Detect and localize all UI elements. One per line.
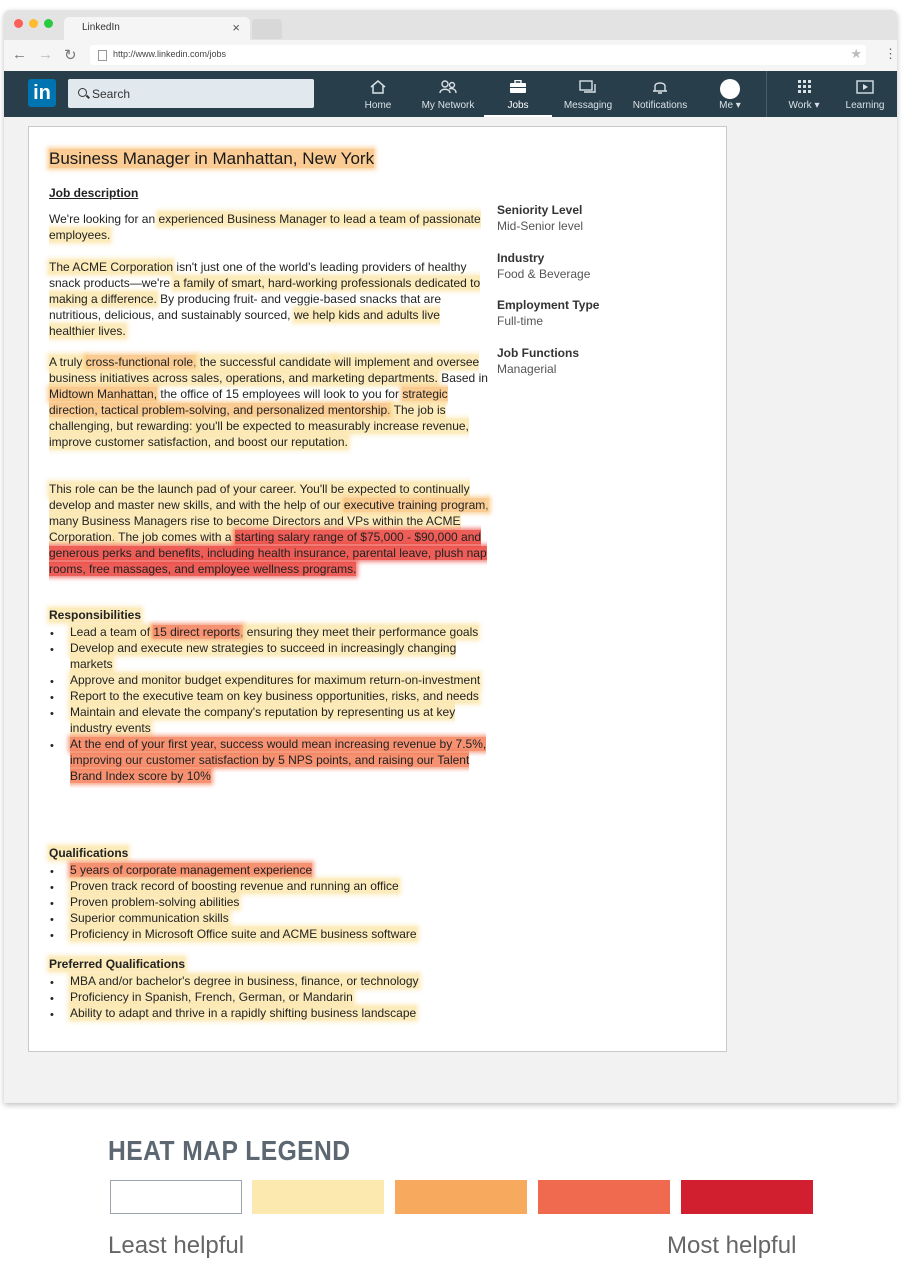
list-item (49, 672, 489, 688)
highlight-span: starting salary range of $75,000 - $90,000 and generous perks and benefits, including health insurance, parental leave, plush nap rooms, free massages, and employee wellness programs. (49, 530, 487, 576)
highlight-span: executive training program, (343, 498, 489, 512)
side-label: Seniority Level (497, 203, 583, 217)
nav-label-notifications: Notifications (632, 100, 688, 111)
search-icon (78, 88, 87, 97)
side-value: Managerial (497, 362, 557, 376)
text-span: We're looking for an (49, 212, 159, 226)
list-item (49, 989, 489, 1005)
qualifications-heading (49, 846, 128, 860)
legend-swatch-5 (681, 1180, 813, 1214)
page-icon (98, 50, 107, 61)
nav-label-work: Work ▾ (788, 100, 820, 111)
text-span: Report to the executive team on key business opportunities, risks, and needs (70, 689, 479, 703)
qualifications-list (49, 862, 489, 942)
text-span: Approve and monitor budget expenditures for maximum return-on-investment (70, 673, 481, 687)
browser-menu-icon[interactable]: ⋮ (884, 46, 897, 61)
url-text: http://www.linkedin.com/jobs (113, 49, 227, 59)
text-span: the successful candidate (196, 355, 335, 369)
text-span: MBA and/or bachelor's degree in business, finance, or technology (70, 974, 419, 988)
preferred-qualifications-list (49, 973, 489, 1021)
nav-notifications[interactable] (624, 71, 696, 117)
highlight-span: a family of smart, hard-working professionals dedicated to making a difference. (49, 276, 481, 306)
paragraph-company (49, 259, 489, 339)
nav-label-home: Home (364, 100, 392, 111)
list-item (49, 878, 489, 894)
industry-block (497, 250, 590, 282)
text-span: isn't just one of the world's leading providers of healthy snack products—we're (49, 260, 467, 290)
maximize-window-button[interactable] (44, 19, 53, 28)
nav-my-network[interactable] (415, 71, 481, 117)
list-item (49, 640, 489, 672)
side-value: Full-time (497, 314, 544, 328)
highlight-span: Midtown Manhattan, (49, 387, 158, 401)
bell-icon (651, 80, 669, 94)
text-span: Superior communication skills (70, 911, 229, 925)
reload-icon[interactable]: ↻ (64, 47, 77, 64)
list-item (49, 862, 489, 878)
text-span: The job is challenging, but rewarding: (49, 403, 446, 433)
search-input[interactable] (68, 79, 314, 108)
tab-title: LinkedIn (82, 22, 120, 33)
text-span: By producing fruit- and veggie-based snacks that are nutritious, delicious, and sustainably sourced, (49, 292, 442, 322)
nav-jobs[interactable] (484, 71, 552, 117)
grid-icon (795, 80, 813, 94)
avatar (720, 79, 740, 99)
employment-type-block (497, 297, 599, 329)
job-title (49, 149, 374, 169)
highlight-span: you'll be expected to measurably increase revenue, improve customer satisfaction, and boost our reputation. (49, 419, 469, 449)
nav-label-my-network: My Network (421, 100, 475, 111)
play-icon (856, 80, 874, 94)
side-label: Employment Type (497, 298, 600, 312)
home-icon (369, 80, 387, 94)
text-span: Proven problem-solving abilities (70, 895, 240, 909)
address-bar (4, 40, 897, 72)
list-item (49, 704, 489, 736)
highlight-span: many Business Managers rise to become Directors and VPs within the ACME Corporation. (49, 514, 461, 544)
preferred-qualifications-heading (49, 957, 185, 971)
paragraph-career (49, 481, 489, 577)
text-span: Proven track record of boosting revenue and running an office (70, 879, 399, 893)
legend-swatch-3 (395, 1180, 527, 1214)
job-description-heading: Job description (49, 186, 139, 200)
side-value: Food & Beverage (497, 267, 591, 281)
nav-label-me: Me ▾ (719, 100, 741, 111)
side-value: Mid-Senior level (497, 219, 584, 233)
new-tab-button[interactable] (252, 19, 282, 39)
forward-icon: → (38, 46, 53, 63)
people-icon (439, 80, 457, 94)
text-span: This role can be the launch pad of your career. You'll be expected to continually develop and master new skills, and with the help of our (49, 482, 470, 512)
browser-tab[interactable] (64, 17, 250, 40)
responsibilities-heading (49, 608, 141, 622)
text-span: Based in (437, 371, 488, 385)
highlight-span: The ACME Corporation (49, 260, 174, 274)
highlight-span: At the end of your first year, success would mean increasing revenue by 7.5%, improving our customer satisfaction by 5 NPS points, and raising our Talent Brand Index score by 10% (70, 737, 487, 783)
nav-me[interactable] (710, 71, 750, 117)
paragraph-intro (49, 211, 489, 243)
job-title-text: Business Manager in Manhattan, New York (49, 149, 375, 168)
side-label: Industry (497, 251, 545, 265)
close-window-button[interactable] (14, 19, 23, 28)
nav-label-learning: Learning (845, 100, 885, 111)
text-span: The job comes with a (115, 530, 235, 544)
nav-messaging[interactable] (558, 71, 618, 117)
nav-divider (766, 71, 767, 117)
highlight-span: experienced Business Manager to lead a team of passionate employees. (49, 212, 481, 242)
highlight-span: 15 direct reports, (153, 625, 244, 639)
url-input[interactable] (90, 45, 866, 65)
highlight-span: cross-functional role, (85, 355, 197, 369)
list-item (49, 926, 489, 942)
legend-swatch-2 (252, 1180, 384, 1214)
text-span: Ability to adapt and thrive in a rapidly shifting business landscape (70, 1006, 417, 1020)
highlight-span: strategic direction, tactical problem-solving, and personalized mentorship. (49, 387, 448, 417)
tab-bar (4, 10, 897, 40)
list-item (49, 688, 489, 704)
bookmark-star-icon[interactable]: ★ (850, 46, 862, 61)
legend-swatch-4 (538, 1180, 670, 1214)
text-span: ensuring they meet their performance goals (243, 625, 479, 639)
seniority-level-block (497, 202, 583, 234)
text-span: the office of 15 employees will look to you for (157, 387, 403, 401)
list-item (49, 624, 489, 640)
legend-high-label: Most helpful (667, 1232, 797, 1259)
paragraph-role (49, 354, 489, 450)
back-icon[interactable]: ← (12, 46, 27, 63)
legend-swatch-1 (110, 1180, 242, 1214)
nav-label-jobs: Jobs (507, 100, 529, 111)
legend-low-label: Least helpful (108, 1232, 245, 1259)
text-span: Proficiency in Spanish, French, German, or Mandarin (70, 990, 353, 1004)
text-span: Maintain and elevate the company's reputation by representing us at key industry events (70, 705, 456, 735)
heading-text: Qualifications (49, 846, 129, 860)
nav-home[interactable] (355, 71, 401, 117)
nav-label-messaging: Messaging (563, 100, 613, 111)
job-functions-block (497, 345, 579, 377)
list-item (49, 894, 489, 910)
text-span: Lead a team of (70, 625, 154, 639)
heading-text: Preferred Qualifications (49, 957, 186, 971)
heading-text: Responsibilities (49, 608, 142, 622)
nav-learning[interactable] (840, 71, 890, 117)
browser-window (4, 10, 897, 1103)
list-item (49, 736, 489, 784)
responsibilities-list (49, 624, 489, 784)
list-item (49, 973, 489, 989)
linkedin-logo[interactable]: in (28, 79, 56, 107)
highlight-span: we help kids and adults live healthier lives. (49, 308, 440, 338)
list-item (49, 910, 489, 926)
text-span: Proficiency in Microsoft Office suite and ACME business software (70, 927, 417, 941)
nav-work[interactable] (780, 71, 828, 117)
minimize-window-button[interactable] (29, 19, 38, 28)
linkedin-navbar (4, 71, 897, 117)
text-span: Develop and execute new strategies to succeed in increasingly changing markets (70, 641, 457, 671)
side-label: Job Functions (497, 346, 579, 360)
tab-close-icon[interactable]: × (232, 20, 240, 35)
briefcase-icon (509, 80, 527, 94)
legend-title: HEAT MAP LEGEND (108, 1135, 351, 1166)
text-span: A truly (49, 355, 86, 369)
search-placeholder: Search (92, 87, 131, 101)
chat-icon (579, 80, 597, 94)
list-item (49, 1005, 489, 1021)
highlight-span: 5 years of corporate management experience (70, 863, 313, 877)
job-card (28, 126, 727, 1052)
highlight-span: will implement and oversee business initiatives across sales, operations, and marketing departments. (49, 355, 480, 385)
